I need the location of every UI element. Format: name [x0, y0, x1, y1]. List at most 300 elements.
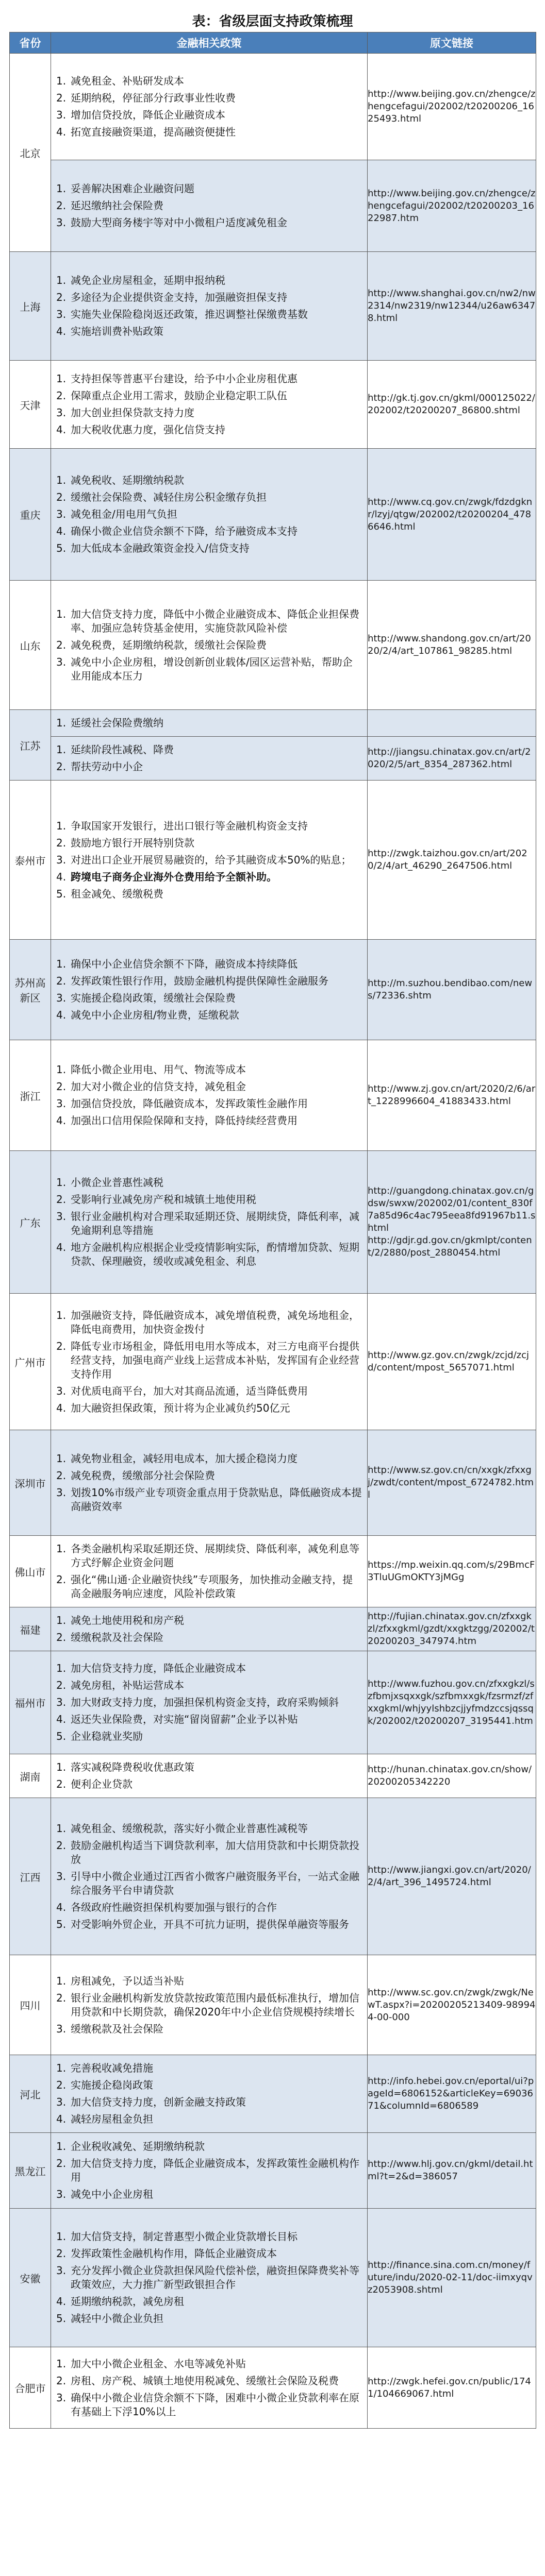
policy-item-text: 降低小微企业用电、用气、物流等成本 — [71, 1063, 246, 1076]
source-link[interactable]: http://www.cq.gov.cn/zwgk/fdzdgknr/lzyj/qtgw/202002/t20200204_4786646.html — [368, 449, 536, 581]
policy-item-text: 减免租金、缓缴税款，落实好小微企业普惠性减税等 — [71, 1822, 308, 1835]
policy-item-number: 4. — [56, 126, 67, 138]
policy-item-text: 支持担保等普惠平台建设，给予中小企业房租优惠 — [71, 372, 298, 385]
policy-item — [56, 214, 362, 231]
policy-cell — [51, 160, 368, 252]
policy-item — [56, 818, 362, 835]
policy-item-number: 1. — [56, 743, 67, 756]
policy-item-number: 1. — [56, 1614, 67, 1626]
province-cell: 北京 — [10, 54, 51, 252]
policy-item-number: 2. — [56, 2079, 67, 2091]
table-row — [10, 2209, 536, 2347]
policy-item — [56, 1660, 362, 1677]
policy-list — [51, 366, 367, 443]
policy-item-number: 1. — [56, 1452, 67, 1465]
policy-item — [56, 180, 362, 197]
policy-item-text: 帮扶劳动中小企 — [71, 760, 143, 773]
policy-item-number: 3. — [56, 1384, 67, 1397]
policy-item-text: 缓缴社会保险费、减轻住房公积金缴存负担 — [71, 491, 267, 503]
policy-item-number: 2. — [56, 1340, 67, 1352]
policy-item-text: 缓缴税款及社会保险 — [71, 2022, 163, 2035]
table-row — [10, 737, 536, 781]
policy-item-text: 妥善解决困难企业融资问题 — [71, 182, 194, 195]
policy-cell — [51, 1798, 368, 1955]
policy-item-text: 强化“佛山通·企业融资快线”专项服务，加快推动金融支持，提高金融服务响应速度，风险补偿政策 — [71, 1573, 353, 1600]
policy-item-number: 1. — [56, 75, 67, 87]
policy-item — [56, 1820, 362, 1837]
policy-item — [56, 2372, 362, 2389]
policy-item-text: 加大对小微企业的信贷支持，减免租金 — [71, 1080, 246, 1093]
policy-item — [56, 1467, 362, 1484]
policy-item — [56, 1837, 362, 1868]
policy-item — [56, 421, 362, 438]
policy-item-text: 房租减免，予以适当补贴 — [71, 1974, 184, 1987]
policy-item — [56, 1776, 362, 1793]
table-row — [10, 252, 536, 361]
table-row — [10, 2133, 536, 2209]
source-link[interactable]: http://www.jiangxi.gov.cn/art/2020/2/4/art_396_1495724.html — [368, 1798, 536, 1955]
policy-item-text: 缓缴税款及社会保险 — [71, 1631, 163, 1643]
policy-item-text: 房租、房产税、城镇土地使用税减免、缓缴社会保险及税费 — [71, 2374, 339, 2387]
policy-item-text: 受影响行业减免房产税和城镇土地使用税 — [71, 1193, 256, 1206]
province-cell: 深圳市 — [10, 1430, 51, 1536]
policy-item — [56, 2389, 362, 2420]
policy-item — [56, 2293, 362, 2310]
policy-item — [56, 2355, 362, 2372]
header-province: 省份 — [10, 32, 51, 54]
policy-item-text: 鼓励金融机构适当下调贷款利率，加大信用贷款和中长期贷款投放 — [71, 1839, 359, 1866]
policy-item-number: 2. — [56, 1778, 67, 1790]
table-row — [10, 1536, 536, 1607]
policy-item — [56, 1239, 362, 1270]
policy-item — [56, 1191, 362, 1208]
policy-item-text: 发挥政策性银行作用，鼓励金融机构提供保障性金融服务 — [71, 975, 328, 987]
policy-item-number: 2. — [56, 389, 67, 402]
policy-item-number: 2. — [56, 760, 67, 773]
policy-item-number: 3. — [56, 2096, 67, 2108]
policy-item-number: 3. — [56, 2188, 67, 2200]
policy-item — [56, 758, 362, 775]
table-row — [10, 361, 536, 449]
policy-item-number: 5. — [56, 542, 67, 554]
policy-list — [51, 951, 367, 1028]
source-link[interactable]: http://www.beijing.gov.cn/zhengce/zhengcefagui/202002/t20200203_1622987.htm — [368, 160, 536, 252]
source-link[interactable]: http://jiangsu.chinatax.gov.cn/art/2020/2/5/art_8354_287362.html — [368, 737, 536, 781]
policy-item — [56, 1612, 362, 1629]
policy-item-number: 1. — [56, 2062, 67, 2074]
table-row — [10, 1798, 536, 1955]
source-link[interactable]: http://zwgk.hefei.gov.cn/public/1741/104669067.html — [368, 2347, 536, 2429]
policy-item — [56, 1868, 362, 1899]
policy-item-text: 减免租金、补贴研发成本 — [71, 75, 184, 87]
policy-item-text: 银行业金融机构新发放贷款按政策范围内最低标准执行，增加信用贷款和中长期贷款，确保2020年中小企业信贷规模持续增长 — [71, 1991, 359, 2018]
source-link[interactable]: http://www.zj.gov.cn/art/2020/2/6/art_1228996604_41883433.html — [368, 1040, 536, 1151]
policy-item-number: 1. — [56, 1309, 67, 1321]
policy-item-text: 减免物业租金，减轻用电成本，加大援企稳岗力度 — [71, 1452, 298, 1465]
source-link[interactable]: http://info.hebei.gov.cn/eportal/ui?pageId=6806152&articleKey=6903671&columnId=6806589 — [368, 2055, 536, 2133]
province-cell: 福州市 — [10, 1651, 51, 1754]
policy-item-number: 1. — [56, 2140, 67, 2153]
policy-item-number: 3. — [56, 992, 67, 1004]
policy-item-text: 确保小微企业信贷余额不下降，给予融资成本支持 — [71, 525, 298, 537]
policy-cell — [51, 1754, 368, 1798]
policy-list — [51, 1057, 367, 1134]
policy-item-number: 4. — [56, 1009, 67, 1021]
source-link[interactable] — [368, 710, 536, 737]
policy-item-text: 加大财政支持力度，加强担保机构资金支持，政府采购倾斜 — [71, 1696, 339, 1708]
policy-cell — [51, 1607, 368, 1651]
policy-cell — [51, 2347, 368, 2429]
policy-item-text: 加大税收优惠力度，强化信贷支持 — [71, 423, 225, 436]
policy-item-number: 4. — [56, 1114, 67, 1127]
policy-item — [56, 1990, 362, 2021]
table-row — [10, 160, 536, 252]
policy-item-number: 3. — [56, 406, 67, 419]
policy-item — [56, 835, 362, 852]
policy-item — [56, 2310, 362, 2327]
table-header-row — [10, 32, 536, 54]
table-row — [10, 1151, 536, 1294]
policy-item-text: 落实减税降费税收优惠政策 — [71, 1761, 194, 1773]
policy-list — [51, 1754, 367, 1798]
policy-item-number: 2. — [56, 1193, 67, 1206]
policy-list — [51, 1607, 367, 1651]
policy-item-text: 实施培训费补贴政策 — [71, 325, 163, 337]
policy-table — [9, 32, 536, 2429]
policy-item — [56, 1095, 362, 1112]
policy-item-text: 减免税收、延期缴纳税款 — [71, 474, 184, 486]
table-row — [10, 1430, 536, 1536]
policy-item-text: 便利企业贷款 — [71, 1778, 133, 1790]
policy-item-text: 企业稳就业奖励 — [71, 1730, 143, 1742]
policy-item-number: 2. — [56, 92, 67, 104]
policy-item-text: 拓宽直接融资渠道，提高融资便捷性 — [71, 126, 236, 138]
policy-item-number: 1. — [56, 1974, 67, 1987]
policy-list — [51, 2133, 367, 2208]
policy-item-number: 2. — [56, 1839, 67, 1852]
policy-list — [51, 813, 367, 907]
policy-cell — [51, 1151, 368, 1294]
policy-item — [56, 1899, 362, 1916]
policy-item-number: 4. — [56, 525, 67, 537]
table-row — [10, 710, 536, 737]
province-cell: 江西 — [10, 1798, 51, 1955]
policy-item-number: 1. — [56, 274, 67, 286]
policy-item-number: 1. — [56, 2230, 67, 2243]
policy-item-number: 3. — [56, 109, 67, 121]
policy-item — [56, 197, 362, 214]
policy-list — [51, 1816, 367, 1938]
policy-item — [56, 973, 362, 990]
table-row — [10, 2055, 536, 2133]
policy-cell — [51, 737, 368, 781]
policy-item — [56, 1540, 362, 1571]
policy-item — [56, 1400, 362, 1417]
policy-item — [56, 2021, 362, 2038]
source-link[interactable]: http://www.beijing.gov.cn/zhengce/zhengcefagui/202002/t20200206_1625493.html — [368, 54, 536, 160]
policy-item-text: 发挥政策性金融机构作用，降低企业融资成本 — [71, 2247, 277, 2260]
policy-item-text: 小微企业普惠性减税 — [71, 1176, 163, 1189]
policy-item — [56, 956, 362, 973]
province-cell: 四川 — [10, 1955, 51, 2055]
policy-item-text: 延缓社会保险费缴纳 — [71, 717, 163, 729]
policy-item-text: 鼓励大型商务楼宇等对中小微租户适度减免租金 — [71, 216, 287, 229]
province-cell: 上海 — [10, 252, 51, 361]
policy-item-number: 2. — [56, 2374, 67, 2387]
source-link[interactable]: http://m.suzhou.bendibao.com/news/72336.shtm — [368, 940, 536, 1040]
policy-item-number: 3. — [56, 1486, 67, 1499]
source-link[interactable]: http://fujian.chinatax.gov.cn/zfxxgkzl/zfxxgkml/gzdt/xxgktzgg/202002/t20200203_347974.htm — [368, 1607, 536, 1651]
policy-item-text: 减免租金/用电用气负担 — [71, 508, 177, 520]
policy-item-text: 鼓励地方银行开展特别贷款 — [71, 836, 194, 849]
policy-item-number: 3. — [56, 508, 67, 520]
policy-item-text: 加大信贷支持，制定普惠型小微企业贷款增长目标 — [71, 2230, 298, 2243]
policy-item-number: 3. — [56, 2264, 67, 2277]
table-row — [10, 781, 536, 940]
table-row — [10, 940, 536, 1040]
policy-cell — [51, 252, 368, 361]
policy-item-number: 2. — [56, 1679, 67, 1691]
policy-item-number: 5. — [56, 887, 67, 900]
policy-item-text: 跨境电子商务企业海外仓费用给予全额补助。 — [71, 870, 277, 883]
policy-item-number: 1. — [56, 607, 67, 620]
policy-item-number: 3. — [56, 2022, 67, 2035]
province-cell: 福建 — [10, 1607, 51, 1651]
policy-list — [51, 267, 367, 345]
policy-item-number: 4. — [56, 2295, 67, 2308]
policy-item-number: 4. — [56, 325, 67, 337]
policy-item-text: 引导中小微企业通过江西省小微客户融资服务平台，一站式金融综合服务平台申请贷款 — [71, 1870, 359, 1896]
policy-item-text: 加强信贷投放，降低融资成本，发挥政策性金融作用 — [71, 1097, 308, 1110]
policy-item-text: 增加信贷投放，降低企业融资成本 — [71, 109, 225, 121]
policy-cell — [51, 1430, 368, 1536]
policy-item-number: 2. — [56, 1469, 67, 1482]
province-cell: 重庆 — [10, 449, 51, 581]
province-cell: 佛山市 — [10, 1536, 51, 1607]
policy-cell — [51, 710, 368, 737]
policy-item — [56, 2094, 362, 2111]
policy-item-number: 5. — [56, 1730, 67, 1742]
policy-item — [56, 404, 362, 421]
policy-cell — [51, 781, 368, 940]
policy-item-number: 4. — [56, 870, 67, 883]
policy-list — [51, 176, 367, 236]
table-row — [10, 1294, 536, 1430]
policy-item-number: 3. — [56, 1210, 67, 1223]
policy-item-number: 2. — [56, 836, 67, 849]
table-row — [10, 1040, 536, 1151]
source-link[interactable]: https://mp.weixin.qq.com/s/29BmcF3TluUGmOKTY3jMGg — [368, 1536, 536, 1607]
policy-cell — [51, 1294, 368, 1430]
policy-item-number: 1. — [56, 1822, 67, 1835]
policy-item-number: 1. — [56, 1662, 67, 1674]
source-link[interactable]: http://finance.sina.com.cn/money/future/indu/2020-02-11/doc-iimxyqvz2053908.shtml — [368, 2209, 536, 2347]
policy-cell — [51, 940, 368, 1040]
policy-list — [51, 1655, 367, 1750]
policy-item-text: 各类金融机构采取延期还贷、展期续贷、降低利率，减免利息等方式纾解企业资金问题 — [71, 1543, 359, 1569]
policy-item — [56, 73, 362, 90]
policy-item — [56, 654, 362, 685]
policy-item — [56, 1484, 362, 1515]
policy-item — [56, 272, 362, 289]
policy-list — [51, 1170, 367, 1275]
source-link[interactable]: http://guangdong.chinatax.gov.cn/gdsw/swxw/202002/01/content_830f7a85d96c4ac795eea8fd91967b11.shtml http://gdjr.gd.gov.cn/gkmlpt/content/2/2880/post_2880454.html — [368, 1151, 536, 1294]
policy-item — [56, 1307, 362, 1338]
source-link[interactable]: http://www.shandong.gov.cn/art/2020/2/4/art_107861_98285.html — [368, 581, 536, 710]
policy-item-text: 对优质电商平台，加大对其商品流通，适当降低费用 — [71, 1384, 308, 1397]
policy-cell — [51, 581, 368, 710]
policy-item — [56, 306, 362, 323]
policy-item — [56, 990, 362, 1007]
table-body — [10, 54, 536, 2429]
policy-item-number: 3. — [56, 2391, 67, 2404]
policy-item-text: 加大融资担保政策，预计将为企业减负约50亿元 — [71, 1401, 290, 1414]
province-cell: 山东 — [10, 581, 51, 710]
table-row — [10, 54, 536, 160]
policy-item-text: 对进出口企业开展贸易融资的，给予其融资成本50%的贴息； — [71, 853, 352, 866]
policy-item-number: 5. — [56, 2312, 67, 2325]
policy-item — [56, 1571, 362, 1602]
policy-item-text: 多途径为企业提供资金支持，加强融资担保支持 — [71, 291, 287, 303]
policy-item — [56, 387, 362, 404]
policy-item — [56, 1078, 362, 1095]
table-row — [10, 1754, 536, 1798]
policy-item-number: 4. — [56, 1241, 67, 1253]
policy-item-text: 减免企业房屋租金，延期申报纳税 — [71, 274, 225, 286]
policy-item-text: 降低专业市场租金，降低用电用水等成本，对三方电商平台提供经营支持，加强电商产业线上运营成本补贴，发挥国有企业经营支持作用 — [71, 1340, 359, 1380]
policy-list — [51, 737, 367, 780]
policy-item-text: 加大信贷支持力度，降低企业融资成本 — [71, 1662, 246, 1674]
policy-item-text: 加大中小微企业租金、水电等减免补贴 — [71, 2357, 246, 2370]
policy-item-text: 企业税收减免、延期缴纳税款 — [71, 2140, 205, 2153]
policy-item-text: 减免中小企业房租 — [71, 2188, 153, 2200]
policy-item-number: 3. — [56, 216, 67, 229]
policy-item-text: 对受影响外贸企业，开具不可抗力证明，提供保单融资等服务 — [71, 1918, 349, 1930]
policy-item — [56, 606, 362, 637]
policy-item-number: 4. — [56, 1713, 67, 1725]
source-link[interactable]: http://www.gz.gov.cn/zwgk/zcjd/zcjd/content/mpost_5657071.html — [368, 1294, 536, 1430]
policy-item-text: 减轻房屋租金负担 — [71, 2113, 153, 2125]
policy-item-text: 实施援企稳岗政策 — [71, 2079, 153, 2091]
policy-list — [51, 467, 367, 562]
policy-item — [56, 1450, 362, 1467]
province-cell: 河北 — [10, 2055, 51, 2133]
policy-item-text: 加大信贷支持力度，创新金融支持政策 — [71, 2096, 246, 2108]
source-link[interactable]: http://www.sz.gov.cn/cn/xxgk/zfxxgj/zwdt/content/mpost_6724782.html — [368, 1430, 536, 1536]
province-cell: 天津 — [10, 361, 51, 449]
source-link[interactable]: http://www.fuzhou.gov.cn/zfxxgkzl/szfbmjxsqxxgk/szfbmxxgk/fzsrmzf/zfxxgkml/whjyylshbzcjjyfmdzccsjqssqk/202002/t20200207_3195441.htm — [368, 1651, 536, 1754]
policy-item — [56, 715, 362, 732]
policy-item-text: 加大信贷支持力度，降低企业融资成本，发挥政策性金融机构作用 — [71, 2157, 359, 2183]
policy-item — [56, 886, 362, 903]
policy-item-number: 2. — [56, 1080, 67, 1093]
policy-item-text: 减免税费，缓缴部分社会保险费 — [71, 1469, 215, 1482]
province-cell: 安徽 — [10, 2209, 51, 2347]
policy-item — [56, 489, 362, 506]
policy-item — [56, 1973, 362, 1990]
policy-item-number: 1. — [56, 958, 67, 970]
source-link[interactable]: http://www.sc.gov.cn/zwgk/zwgk/NewT.aspx?i=20200205213409-989944-00-000 — [368, 1955, 536, 2055]
policy-item — [56, 90, 362, 107]
policy-item-text: 减免中小企业房租/物业费，延缴税款 — [71, 1009, 239, 1021]
policy-item — [56, 2245, 362, 2262]
policy-item-text: 减免土地使用税和房产税 — [71, 1614, 184, 1626]
policy-item-text: 争取国家开发银行，进出口银行等金融机构资金支持 — [71, 819, 308, 832]
policy-item-number: 1. — [56, 1543, 67, 1555]
source-link[interactable]: http://www.shanghai.gov.cn/nw2/nw2314/nw2319/nw12344/u26aw63478.html — [368, 252, 536, 361]
policy-item — [56, 1112, 362, 1129]
policy-item-number: 2. — [56, 638, 67, 651]
policy-item-number: 4. — [56, 1901, 67, 1913]
policy-list — [51, 2351, 367, 2425]
table-row — [10, 581, 536, 710]
policy-item — [56, 323, 362, 340]
policy-item-number: 3. — [56, 1097, 67, 1110]
policy-list — [51, 1302, 367, 1421]
policy-item — [56, 741, 362, 758]
policy-item-text: 实施援企稳岗政策，缓缴社会保险费 — [71, 992, 236, 1004]
policy-item-number: 3. — [56, 1870, 67, 1883]
policy-item-text: 确保中小企业信贷余额不下降，融资成本持续降低 — [71, 958, 298, 970]
policy-item — [56, 289, 362, 306]
policy-item — [56, 2111, 362, 2128]
policy-item-text: 减轻中小微企业负担 — [71, 2312, 163, 2325]
policy-item-number: 1. — [56, 372, 67, 385]
policy-item — [56, 1383, 362, 1400]
policy-list — [51, 601, 367, 689]
policy-item-number: 2. — [56, 2157, 67, 2170]
source-link[interactable]: http://hunan.chinatax.gov.cn/show/20200205342220 — [368, 1754, 536, 1798]
table-row — [10, 449, 536, 581]
policy-item-text: 实施失业保险稳岗返还政策，推迟调整社保缴费基数 — [71, 308, 308, 320]
policy-cell — [51, 54, 368, 160]
policy-cell — [51, 1536, 368, 1607]
policy-item-text: 划拨10%市级产业专项资金重点用于贷款贴息，降低融资成本提高融资效率 — [71, 1486, 362, 1513]
policy-cell — [51, 2055, 368, 2133]
province-cell: 江苏 — [10, 710, 51, 781]
policy-item — [56, 2262, 362, 2293]
policy-item — [56, 1711, 362, 1728]
policy-item-text: 地方金融机构应根据企业受疫情影响实际，酌情增加贷款、短期贷款、保理融资，缓收或减免租金、利息 — [71, 1241, 359, 1267]
source-link[interactable]: http://gk.tj.gov.cn/gkml/000125022/202002/t20200207_86800.shtml — [368, 361, 536, 449]
policy-item — [56, 637, 362, 654]
policy-item — [56, 1677, 362, 1694]
policy-item-text: 各级政府性融资担保机构要加强与银行的合作 — [71, 1901, 277, 1913]
header-policies: 金融相关政策 — [51, 32, 368, 54]
policy-item — [56, 1728, 362, 1745]
province-cell: 苏州高新区 — [10, 940, 51, 1040]
policy-item-text: 延迟缴纳社会保险费 — [71, 199, 163, 212]
province-cell: 泰州市 — [10, 781, 51, 940]
policy-item — [56, 1759, 362, 1776]
policy-item — [56, 1061, 362, 1078]
policy-item-text: 返还失业保险费，对实施“留岗留薪”企业予以补贴 — [71, 1713, 298, 1725]
policy-item — [56, 472, 362, 489]
policy-item — [56, 370, 362, 387]
source-link[interactable]: http://zwgk.taizhou.gov.cn/art/2020/2/4/art_46290_2647506.html — [368, 781, 536, 940]
policy-cell — [51, 1651, 368, 1754]
source-link[interactable]: http://www.hlj.gov.cn/gkml/detail.html?t=2&d=386057 — [368, 2133, 536, 2209]
policy-item-text: 减免中小企业房租，增设创新创业载体/园区运营补贴，帮助企业用能成本压力 — [71, 655, 353, 682]
policy-item-number: 1. — [56, 182, 67, 195]
policy-item — [56, 2155, 362, 2186]
policy-cell — [51, 361, 368, 449]
policy-item-number: 2. — [56, 1573, 67, 1586]
policy-item-text: 减免房租，补贴运营成本 — [71, 1679, 184, 1691]
policy-item — [56, 852, 362, 869]
policy-item-number: 1. — [56, 2357, 67, 2370]
policy-cell — [51, 449, 368, 581]
